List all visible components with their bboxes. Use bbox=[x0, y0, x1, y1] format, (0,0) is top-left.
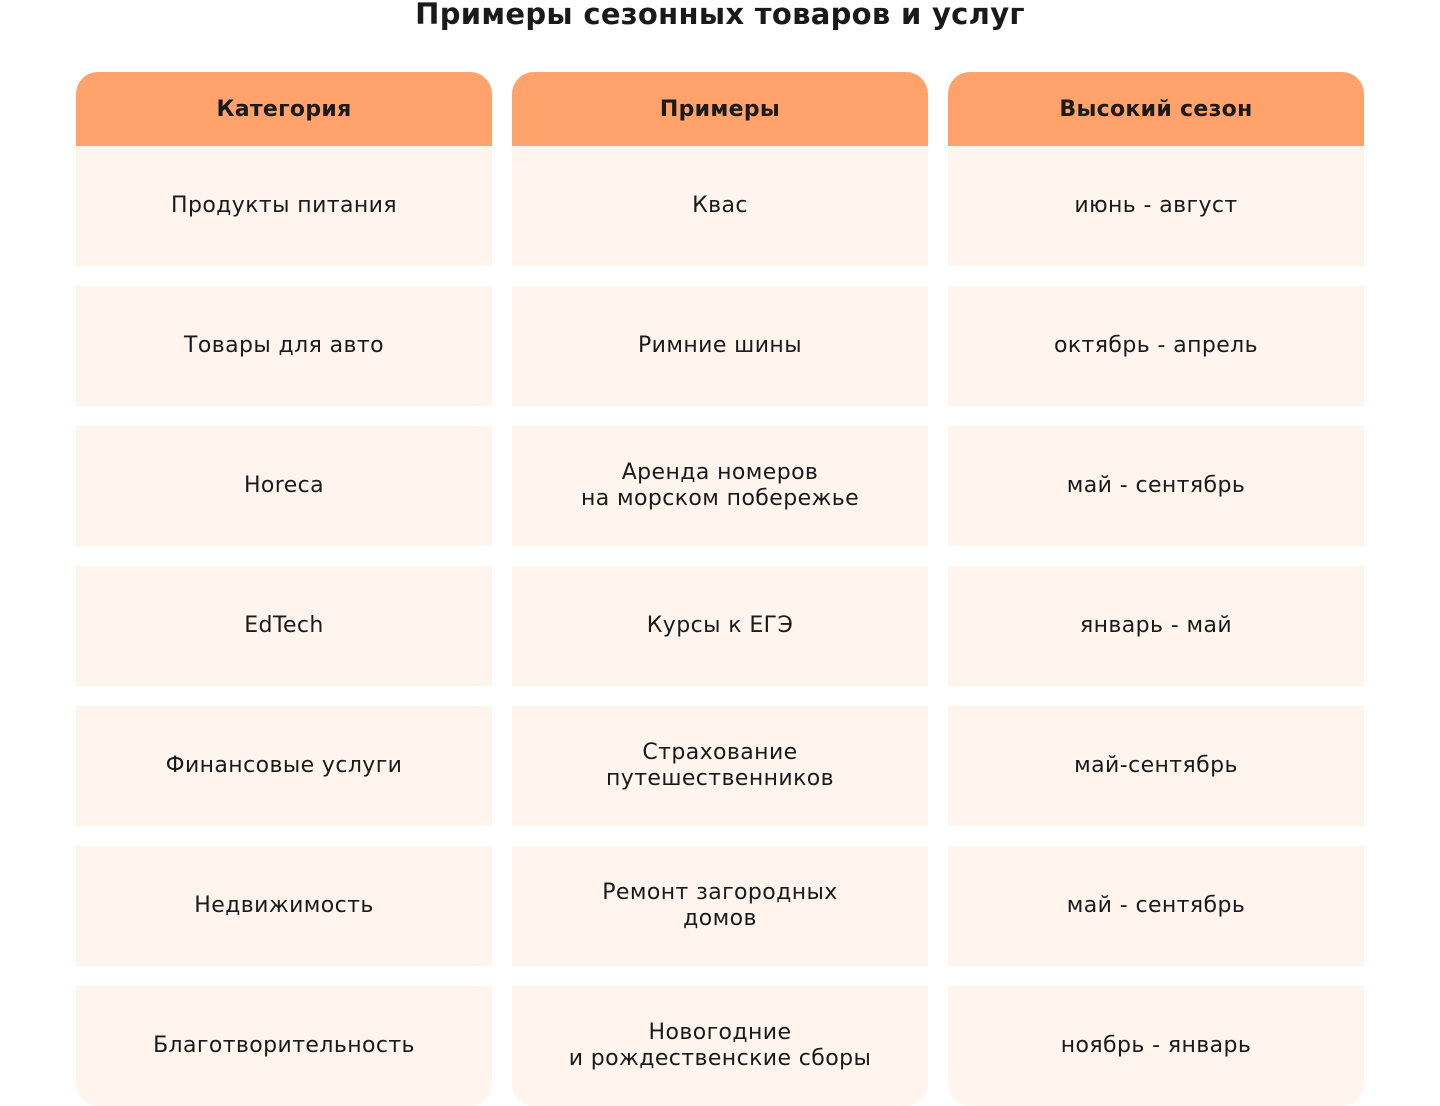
header-high-season: Высокий сезон bbox=[948, 72, 1364, 146]
column-category bbox=[76, 72, 492, 1106]
table-cell: май-сентябрь bbox=[948, 706, 1364, 826]
table-cell: октябрь - апрель bbox=[948, 286, 1364, 406]
table-cell: Продукты питания bbox=[76, 146, 492, 266]
table-cell: Аренда номеров на морском побережье bbox=[512, 426, 928, 546]
table-cell: июнь - август bbox=[948, 146, 1364, 266]
table-cell: Страхование путешественников bbox=[512, 706, 928, 826]
table-cell: май - сентябрь bbox=[948, 846, 1364, 966]
table-cell: Ремонт загородных домов bbox=[512, 846, 928, 966]
column-examples bbox=[512, 72, 928, 1106]
seasonal-table bbox=[76, 72, 1364, 1106]
table-cell: май - сентябрь bbox=[948, 426, 1364, 546]
table-cell: январь - май bbox=[948, 566, 1364, 686]
table-cell: Товары для авто bbox=[76, 286, 492, 406]
column-high-season bbox=[948, 72, 1364, 1106]
header-examples: Примеры bbox=[512, 72, 928, 146]
table-cell: Новогодние и рождественские сборы bbox=[512, 986, 928, 1106]
table-cell: Horeca bbox=[76, 426, 492, 546]
table-cell: Квас bbox=[512, 146, 928, 266]
page-title: Примеры сезонных товаров и услуг bbox=[415, 0, 1025, 31]
table-cell: Благотворительность bbox=[76, 986, 492, 1106]
header-category: Категория bbox=[76, 72, 492, 146]
table-cell: Римние шины bbox=[512, 286, 928, 406]
table-cell: EdTech bbox=[76, 566, 492, 686]
table-cell: Недвижимость bbox=[76, 846, 492, 966]
table-cell: Курсы к ЕГЭ bbox=[512, 566, 928, 686]
table-cell: Финансовые услуги bbox=[76, 706, 492, 826]
table-cell: ноябрь - январь bbox=[948, 986, 1364, 1106]
